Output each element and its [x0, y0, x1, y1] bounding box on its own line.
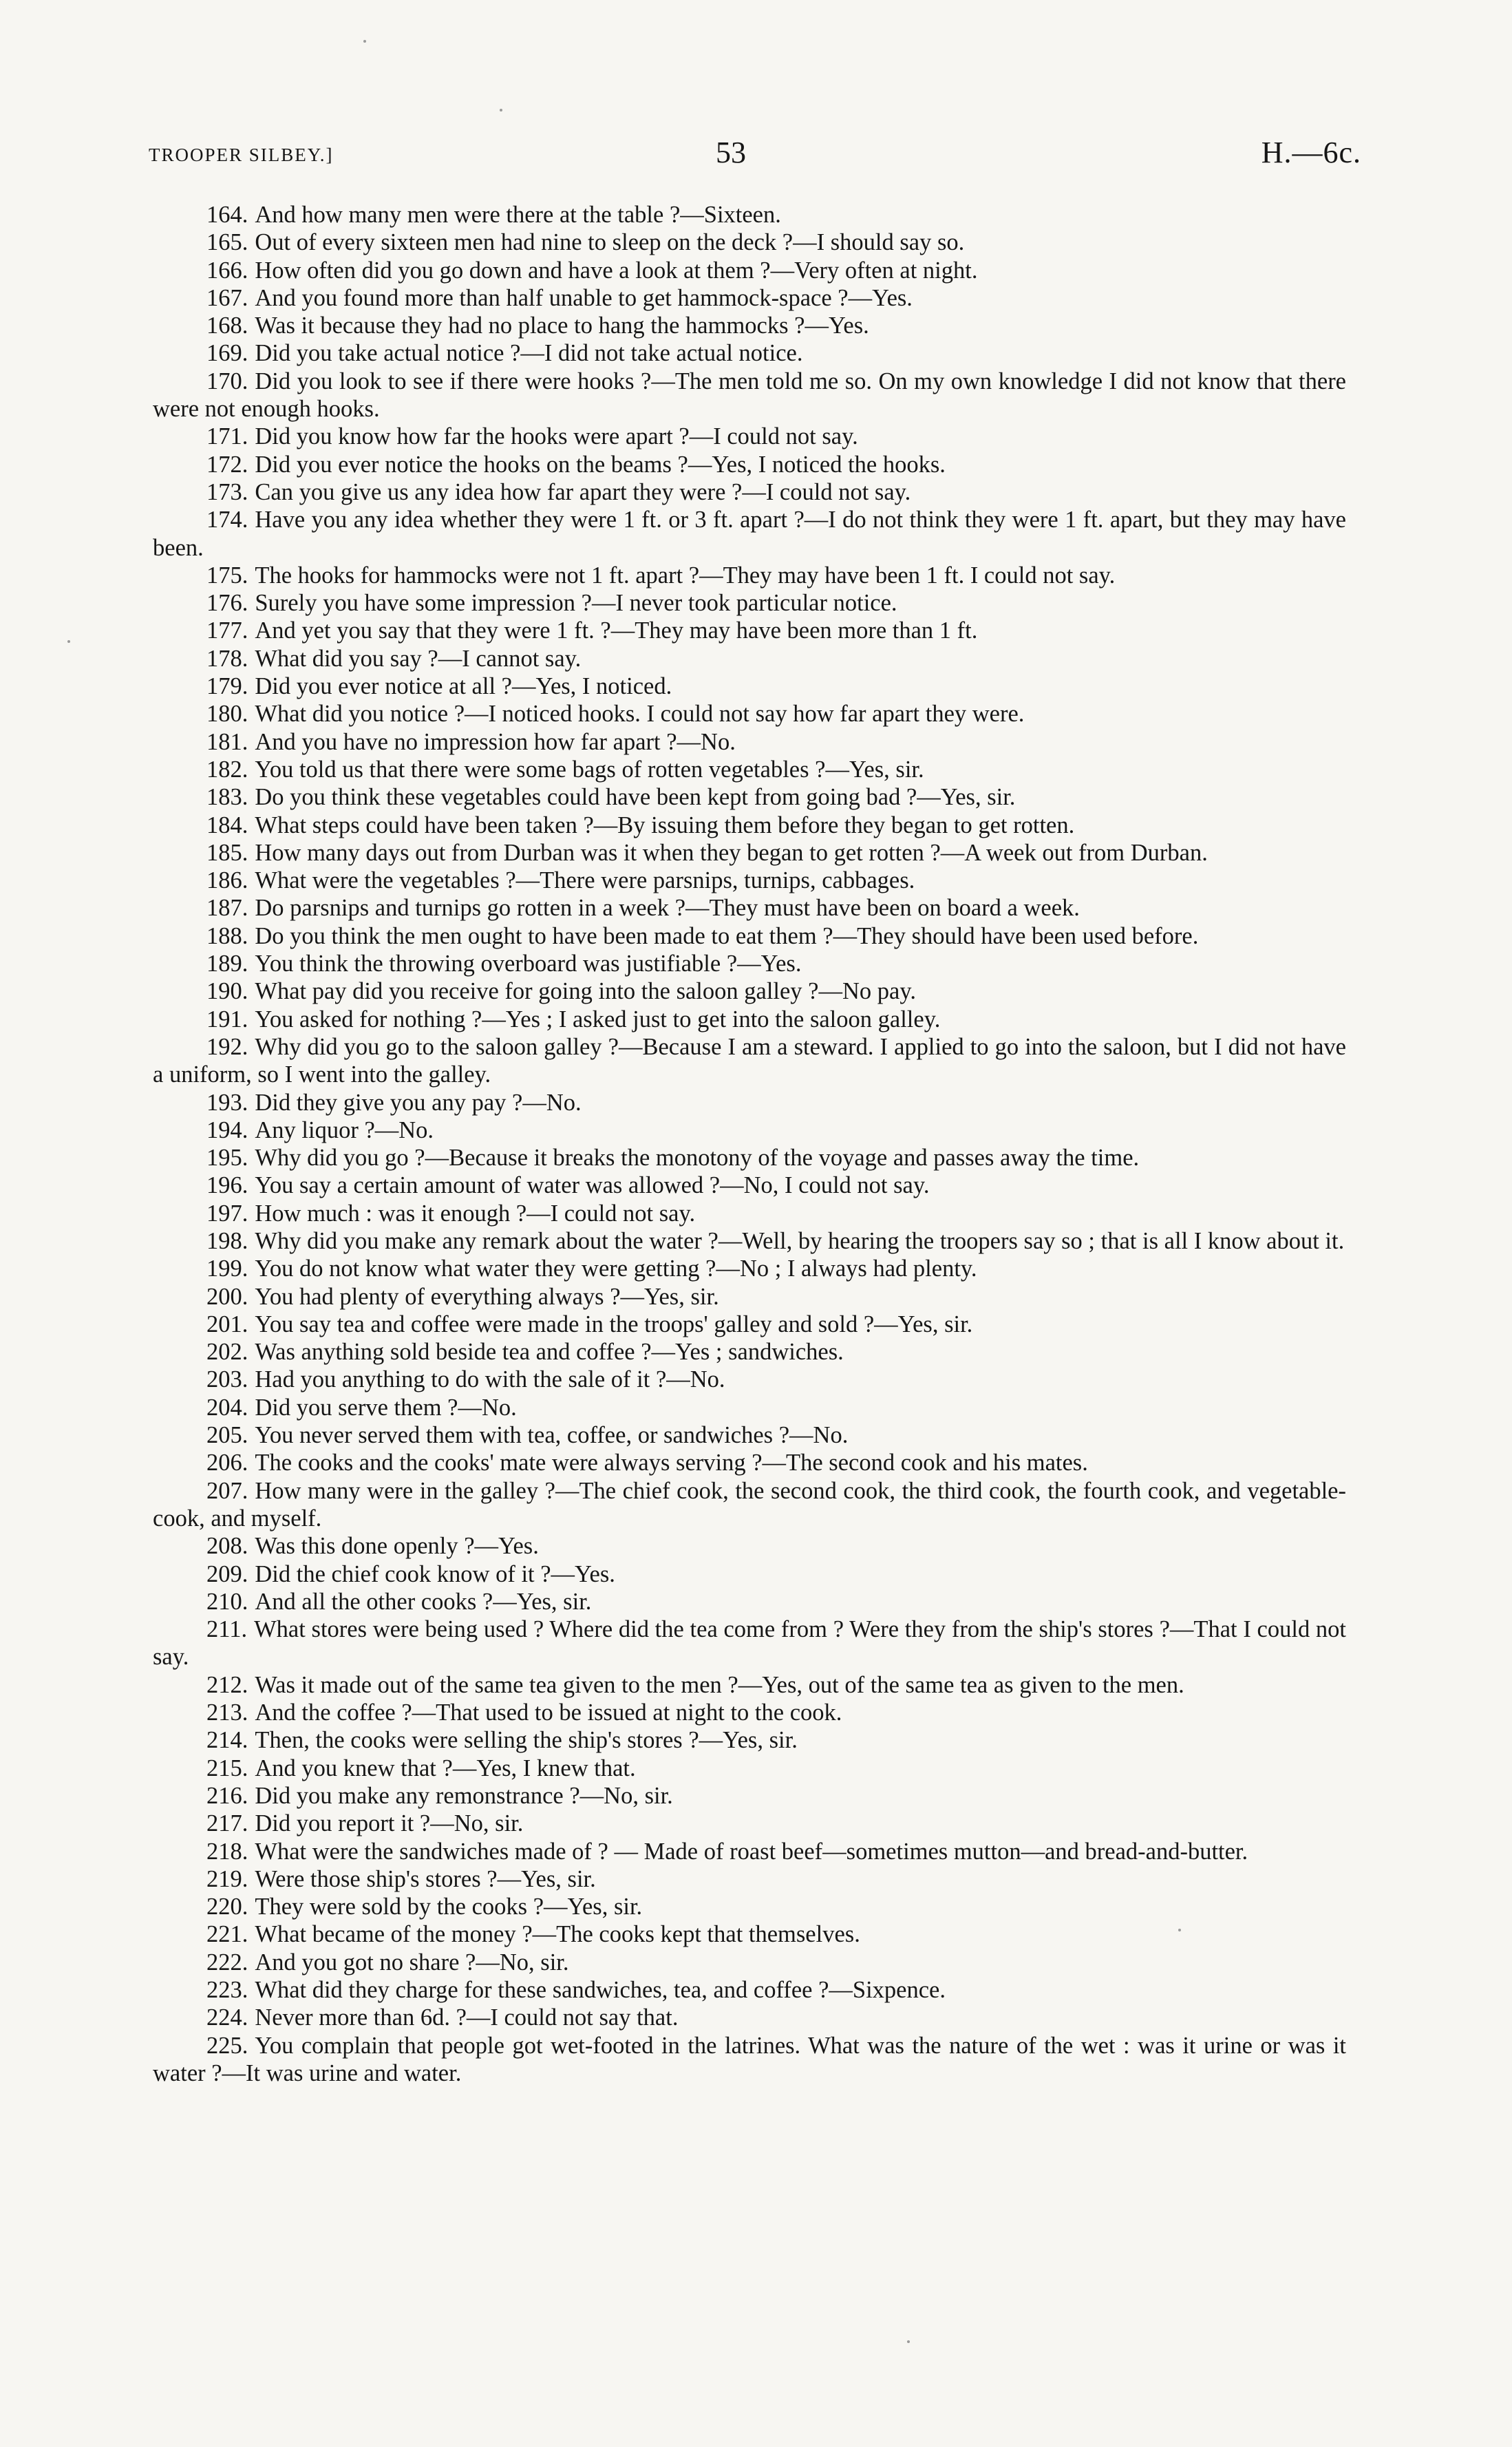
question-number: 209. — [206, 1560, 248, 1587]
question-number: 216. — [206, 1782, 248, 1809]
question-number: 179. — [206, 673, 248, 700]
question-answer-text: The cooks and the cooks' mate were always serving ?—The second cook and his mates. — [255, 1450, 1088, 1476]
question-number: 191. — [206, 1006, 248, 1032]
qa-entry — [153, 1976, 1346, 2004]
qa-entry — [153, 1144, 1346, 1172]
qa-entry — [153, 645, 1346, 672]
question-answer-text: Did you ever notice the hooks on the beams ?—Yes, I noticed the hooks. — [255, 451, 946, 478]
question-number: 194. — [206, 1116, 248, 1143]
qa-entry — [153, 1338, 1346, 1366]
question-answer-text: What pay did you receive for going into the saloon galley ?—No pay. — [255, 978, 916, 1005]
question-number: 220. — [206, 1894, 248, 1920]
question-number: 223. — [206, 1977, 248, 2003]
qa-entry — [153, 894, 1346, 922]
question-answer-text: Did you make any remonstrance ?—No, sir. — [255, 1782, 673, 1809]
question-number: 180. — [206, 701, 248, 728]
qa-entry — [153, 1949, 1346, 1976]
question-answer-text: Have you any idea whether they were 1 ft. or 3 ft. apart ?—I do not think they were 1 ft. apart, but they may have been. — [153, 507, 1346, 561]
question-number: 224. — [206, 2004, 248, 2031]
question-number: 218. — [206, 1838, 248, 1865]
question-answer-text: Had you anything to do with the sale of it ?—No. — [255, 1366, 725, 1393]
qa-entry — [153, 2004, 1346, 2031]
question-answer-text: What did you notice ?—I noticed hooks. I could not say how far apart they were. — [255, 701, 1025, 728]
qa-entry — [153, 700, 1346, 728]
qa-entry — [153, 312, 1346, 339]
question-answer-text: What did you say ?—I cannot say. — [255, 645, 582, 672]
question-number: 212. — [206, 1671, 248, 1698]
qa-entry — [153, 1920, 1346, 1948]
question-number: 204. — [206, 1394, 248, 1421]
qa-entry — [153, 1838, 1346, 1865]
qa-entry — [153, 201, 1346, 229]
document-reference: H.—6c. — [1261, 136, 1361, 169]
question-answer-text: What did they charge for these sandwiches, tea, and coffee ?—Sixpence. — [255, 1977, 946, 2003]
question-answer-text: And how many men were there at the table ?—Sixteen. — [255, 202, 781, 228]
question-answer-text: Was it made out of the same tea given to the men ?—Yes, out of the same tea as given to the men. — [255, 1671, 1184, 1698]
question-answer-text: Any liquor ?—No. — [255, 1116, 434, 1143]
qa-entry — [153, 728, 1346, 756]
qa-entry — [153, 1671, 1346, 1699]
question-number: 210. — [206, 1588, 248, 1615]
question-number: 176. — [206, 590, 248, 617]
question-answer-text: Did you report it ?—No, sir. — [255, 1810, 524, 1837]
question-number: 203. — [206, 1366, 248, 1393]
question-number: 187. — [206, 895, 248, 922]
question-number: 201. — [206, 1311, 248, 1337]
question-number: 174. — [206, 507, 248, 533]
qa-entry — [153, 229, 1346, 256]
question-number: 200. — [206, 1283, 248, 1310]
scan-speck — [67, 640, 70, 643]
question-number: 190. — [206, 978, 248, 1005]
qa-entry — [153, 1227, 1346, 1255]
question-number: 173. — [206, 478, 248, 505]
question-number: 205. — [206, 1422, 248, 1449]
question-number: 195. — [206, 1145, 248, 1172]
qa-entry — [153, 284, 1346, 312]
qa-entry — [153, 1588, 1346, 1616]
running-head: TROOPER SILBEY.] — [149, 145, 334, 165]
qa-entry — [153, 1893, 1346, 1920]
question-number: 197. — [206, 1200, 248, 1227]
question-answer-text: What stores were being used ? Where did the tea come from ? Were they from the ship's stores ?—That I could not say. — [153, 1616, 1346, 1671]
question-answer-text: What were the vegetables ?—There were parsnips, turnips, cabbages. — [255, 867, 915, 894]
question-number: 202. — [206, 1339, 248, 1366]
testimony-body — [153, 201, 1346, 2087]
question-answer-text: Never more than 6d. ?—I could not say that. — [255, 2004, 679, 2031]
question-answer-text: And you got no share ?—No, sir. — [255, 1949, 569, 1975]
question-answer-text: How many days out from Durban was it when they began to get rotten ?—A week out from Durban. — [255, 839, 1208, 866]
question-number: 217. — [206, 1810, 248, 1837]
qa-entry — [153, 1255, 1346, 1282]
qa-entry — [153, 617, 1346, 644]
qa-entry — [153, 1172, 1346, 1199]
question-answer-text: And you have no impression how far apart ?—No. — [255, 728, 736, 755]
question-answer-text: You told us that there were some bags of rotten vegetables ?—Yes, sir. — [255, 756, 924, 783]
scan-speck — [500, 109, 502, 112]
question-answer-text: And all the other cooks ?—Yes, sir. — [255, 1588, 592, 1615]
question-number: 199. — [206, 1256, 248, 1282]
question-answer-text: Was anything sold beside tea and coffee ?—Yes ; sandwiches. — [255, 1339, 844, 1366]
qa-entry — [153, 756, 1346, 783]
question-answer-text: How often did you go down and have a look at them ?—Very often at night. — [255, 257, 978, 284]
question-answer-text: Out of every sixteen men had nine to sleep on the deck ?—I should say so. — [255, 229, 965, 256]
question-number: 169. — [206, 340, 248, 367]
qa-entry — [153, 506, 1346, 562]
page-header — [149, 135, 1361, 176]
question-number: 215. — [206, 1755, 248, 1781]
question-answer-text: Surely you have some impression ?—I never took particular notice. — [255, 590, 897, 617]
question-answer-text: Do parsnips and turnips go rotten in a week ?—They must have been on board a week. — [255, 895, 1080, 922]
question-number: 186. — [206, 867, 248, 894]
question-answer-text: And yet you say that they were 1 ft. ?—They may have been more than 1 ft. — [255, 617, 978, 644]
question-number: 207. — [206, 1477, 248, 1504]
qa-entry — [153, 1616, 1346, 1671]
question-answer-text: What steps could have been taken ?—By issuing them before they began to get rotten. — [255, 812, 1075, 838]
scan-speck — [1178, 1929, 1181, 1931]
qa-entry — [153, 1394, 1346, 1421]
question-number: 219. — [206, 1865, 248, 1892]
question-answer-text: You never served them with tea, coffee, or sandwiches ?—No. — [255, 1422, 849, 1449]
qa-entry — [153, 1865, 1346, 1893]
question-number: 175. — [206, 562, 248, 589]
qa-entry — [153, 1449, 1346, 1476]
question-answer-text: Did you look to see if there were hooks ?—The men told me so. On my own knowledge I did not know that there were not enough hooks. — [153, 368, 1346, 423]
question-number: 166. — [206, 257, 248, 284]
question-number: 168. — [206, 313, 248, 339]
qa-entry — [153, 1560, 1346, 1588]
page-number: 53 — [716, 136, 746, 169]
qa-entry — [153, 950, 1346, 977]
qa-entry — [153, 562, 1346, 589]
qa-entry — [153, 1366, 1346, 1393]
question-answer-text: Then, the cooks were selling the ship's stores ?—Yes, sir. — [255, 1727, 798, 1754]
qa-entry — [153, 257, 1346, 284]
question-answer-text: They were sold by the cooks ?—Yes, sir. — [255, 1894, 643, 1920]
question-answer-text: Did you take actual notice ?—I did not take actual notice. — [255, 340, 803, 367]
qa-entry — [153, 1089, 1346, 1116]
question-answer-text: Was it because they had no place to hang the hammocks ?—Yes. — [255, 313, 869, 339]
question-answer-text: And the coffee ?—That used to be issued at night to the cook. — [255, 1699, 842, 1726]
qa-entry — [153, 339, 1346, 367]
question-number: 185. — [206, 839, 248, 866]
question-number: 184. — [206, 812, 248, 838]
qa-entry — [153, 1726, 1346, 1754]
qa-entry — [153, 368, 1346, 423]
question-number: 206. — [206, 1450, 248, 1476]
question-answer-text: And you knew that ?—Yes, I knew that. — [255, 1755, 636, 1781]
qa-entry — [153, 867, 1346, 894]
question-number: 225. — [206, 2032, 248, 2059]
question-answer-text: You had plenty of everything always ?—Yes, sir. — [255, 1283, 719, 1310]
question-answer-text: You say a certain amount of water was allowed ?—No, I could not say. — [255, 1172, 930, 1199]
question-answer-text: Do you think these vegetables could have been kept from going bad ?—Yes, sir. — [255, 784, 1016, 811]
question-number: 164. — [206, 202, 248, 228]
question-answer-text: And you found more than half unable to get hammock-space ?—Yes. — [255, 284, 913, 311]
qa-entry — [153, 1421, 1346, 1449]
question-answer-text: How many were in the galley ?—The chief cook, the second cook, the third cook, the fourth cook, and vegetable-cook, and myself. — [153, 1477, 1346, 1532]
question-number: 188. — [206, 922, 248, 949]
qa-entry — [153, 1006, 1346, 1033]
qa-entry — [153, 1810, 1346, 1837]
question-number: 183. — [206, 784, 248, 811]
question-answer-text: Why did you go ?—Because it breaks the monotony of the voyage and passes away the time. — [255, 1145, 1140, 1172]
question-answer-text: What were the sandwiches made of ? — Made of roast beef—sometimes mutton—and bread-and-butter. — [255, 1838, 1248, 1865]
question-number: 167. — [206, 284, 248, 311]
question-number: 171. — [206, 423, 248, 450]
question-number: 211. — [206, 1616, 248, 1643]
question-number: 170. — [206, 368, 248, 394]
question-answer-text: You do not know what water they were getting ?—No ; I always had plenty. — [255, 1256, 977, 1282]
qa-entry — [153, 839, 1346, 867]
question-answer-text: Did the chief cook know of it ?—Yes. — [255, 1560, 615, 1587]
question-number: 196. — [206, 1172, 248, 1199]
question-number: 177. — [206, 617, 248, 644]
qa-entry — [153, 783, 1346, 811]
qa-entry — [153, 922, 1346, 950]
question-answer-text: Did they give you any pay ?—No. — [255, 1089, 582, 1116]
question-answer-text: Can you give us any idea how far apart they were ?—I could not say. — [255, 478, 911, 505]
qa-entry — [153, 1699, 1346, 1726]
question-answer-text: What became of the money ?—The cooks kept that themselves. — [255, 1921, 860, 1948]
question-number: 178. — [206, 645, 248, 672]
qa-entry — [153, 1033, 1346, 1089]
qa-entry — [153, 1755, 1346, 1782]
question-number: 181. — [206, 728, 248, 755]
scan-speck — [907, 2340, 910, 2343]
qa-entry — [153, 977, 1346, 1005]
qa-entry — [153, 478, 1346, 506]
question-answer-text: The hooks for hammocks were not 1 ft. apart ?—They may have been 1 ft. I could not say. — [255, 562, 1116, 589]
question-answer-text: Was this done openly ?—Yes. — [255, 1533, 539, 1560]
question-answer-text: You say tea and coffee were made in the troops' galley and sold ?—Yes, sir. — [255, 1311, 973, 1337]
question-answer-text: You think the throwing overboard was justifiable ?—Yes. — [255, 951, 802, 977]
qa-entry — [153, 1116, 1346, 1144]
question-number: 182. — [206, 756, 248, 783]
question-number: 198. — [206, 1227, 248, 1254]
qa-entry — [153, 1311, 1346, 1338]
question-number: 213. — [206, 1699, 248, 1726]
question-answer-text: Do you think the men ought to have been made to eat them ?—They should have been used before. — [255, 922, 1199, 949]
qa-entry — [153, 423, 1346, 450]
scan-speck — [363, 40, 366, 43]
question-answer-text: Were those ship's stores ?—Yes, sir. — [255, 1865, 596, 1892]
qa-entry — [153, 2032, 1346, 2088]
question-number: 221. — [206, 1921, 248, 1948]
question-number: 165. — [206, 229, 248, 256]
question-answer-text: You complain that people got wet-footed in the latrines. What was the nature of the wet : was it urine or was it water ?—It was urine and water. — [153, 2032, 1346, 2086]
question-number: 222. — [206, 1949, 248, 1975]
question-answer-text: Did you know how far the hooks were apart ?—I could not say. — [255, 423, 858, 450]
qa-entry — [153, 672, 1346, 700]
qa-entry — [153, 451, 1346, 478]
qa-entry — [153, 1532, 1346, 1560]
question-number: 172. — [206, 451, 248, 478]
qa-entry — [153, 1200, 1346, 1227]
qa-entry — [153, 1283, 1346, 1311]
question-answer-text: Did you serve them ?—No. — [255, 1394, 517, 1421]
question-answer-text: Did you ever notice at all ?—Yes, I noticed. — [255, 673, 672, 700]
qa-entry — [153, 1477, 1346, 1533]
question-number: 193. — [206, 1089, 248, 1116]
question-answer-text: Why did you make any remark about the water ?—Well, by hearing the troopers say so ; that is all I know about it. — [255, 1227, 1345, 1254]
question-number: 214. — [206, 1727, 248, 1754]
qa-entry — [153, 812, 1346, 839]
question-number: 189. — [206, 951, 248, 977]
question-number: 208. — [206, 1533, 248, 1560]
qa-entry — [153, 589, 1346, 617]
qa-entry — [153, 1782, 1346, 1810]
question-number: 192. — [206, 1033, 248, 1060]
question-answer-text: You asked for nothing ?—Yes ; I asked just to get into the saloon galley. — [255, 1006, 941, 1032]
question-answer-text: Why did you go to the saloon galley ?—Because I am a steward. I applied to go into the saloon, but I did not have a uniform, so I went into the galley. — [153, 1033, 1346, 1088]
question-answer-text: How much : was it enough ?—I could not say. — [255, 1200, 696, 1227]
